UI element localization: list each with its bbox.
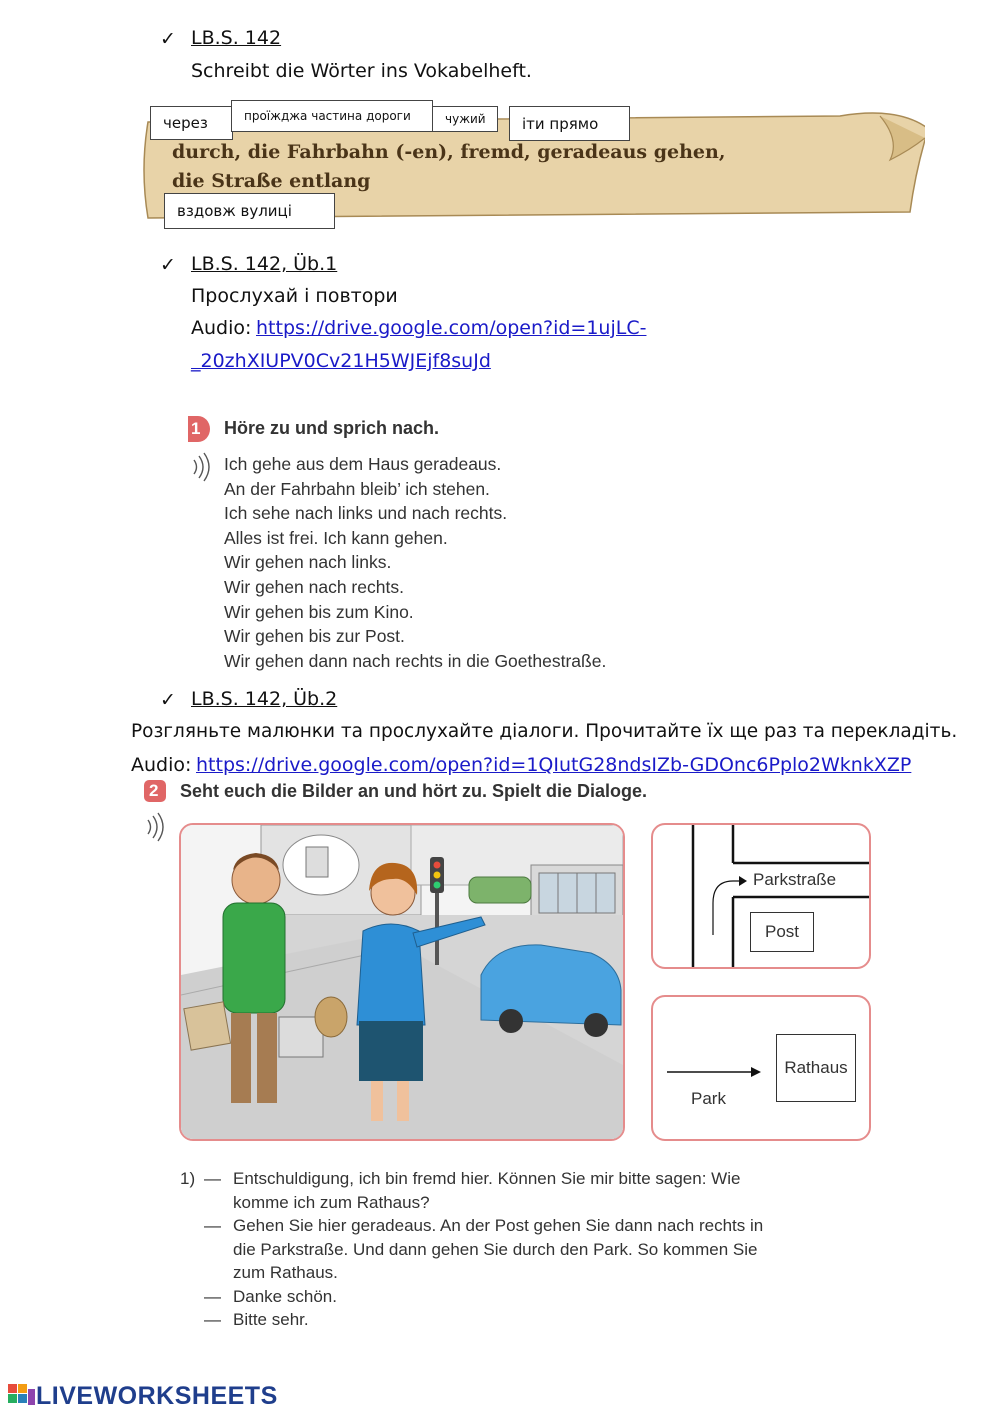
section-heading-2: LB.S. 142, Üb.1 — [191, 253, 338, 275]
footer-brand[interactable] — [8, 1382, 278, 1411]
answer-input-fahrbahn[interactable]: проїжджа частина дороги — [231, 100, 433, 132]
dialog-line: Gehen Sie hier geradeaus. An der Post gehen Sie dann nach rechts in — [233, 1216, 764, 1235]
dialog-dash: — — [204, 1286, 221, 1306]
dialog-dash: — — [204, 1169, 221, 1188]
exercise-1-title: Höre zu und sprich nach. — [224, 418, 440, 438]
poem-line: Wir gehen dann nach rechts in die Goethestraße. — [224, 650, 607, 671]
exercise-2-title: Seht euch die Bilder an und hört zu. Spielt die Dialoge. — [180, 781, 648, 801]
checkmark: ✓ — [160, 28, 176, 50]
map-panel-1 — [651, 823, 871, 969]
audio-link-1-cont[interactable]: _20zhXIUPV0Cv21H5WJEjf8suJd — [191, 350, 491, 372]
brand-name: LIVEWORKSHEETS — [36, 1382, 278, 1410]
instruction-dialogs: Розгляньте малюнки та прослухайте діалоги. Прочитайте їх ще раз та перекладіть. — [131, 721, 958, 742]
answer-input-durch[interactable]: через — [150, 106, 233, 140]
answer-input-entlang[interactable]: вздовж вулиці — [164, 193, 335, 229]
poem-line: An der Fahrbahn bleib’ ich stehen. — [224, 478, 490, 499]
street-label-parkstrasse: Parkstraße — [753, 870, 837, 889]
poem-line: Ich gehe aus dem Haus geradeaus. — [224, 454, 502, 474]
dialog-dash: — — [204, 1216, 221, 1235]
street-illustration — [179, 823, 625, 1141]
audio-label-1: Audio: — [191, 317, 252, 339]
section-heading-1: LB.S. 142 — [191, 27, 282, 49]
dialog-line: komme ich zum Rathaus? — [233, 1192, 430, 1212]
liveworksheets-logo-icon — [8, 1384, 36, 1410]
dialog-line: Entschuldigung, ich bin fremd hier. Können Sie mir bitte sagen: Wie — [233, 1169, 741, 1188]
audio-label-2: Audio: — [131, 754, 192, 776]
poem-line: Alles ist frei. Ich kann gehen. — [224, 527, 448, 548]
instruction-vocab: Schreibt die Wörter ins Vokabelheft. — [191, 60, 532, 82]
checkmark: ✓ — [160, 689, 176, 711]
section-heading-3: LB.S. 142, Üb.2 — [191, 688, 338, 710]
audio-waves-icon — [144, 810, 168, 842]
poem-line: Ich sehe nach links und nach rechts. — [224, 503, 508, 524]
poem-line: Wir gehen nach rechts. — [224, 576, 404, 597]
poem-line: Wir gehen nach links. — [224, 552, 392, 573]
audio-waves-icon — [190, 452, 214, 482]
dialog-line: die Parkstraße. Und dann gehen Sie durch den Park. So kommen Sie — [233, 1239, 758, 1259]
audio-link-1[interactable]: https://drive.google.com/open?id=1ujLC- — [256, 317, 647, 339]
exercise-number: 1 — [191, 419, 201, 438]
dialog-number: 1) — [180, 1169, 196, 1188]
checkmark: ✓ — [160, 254, 176, 276]
map-panel-2 — [651, 995, 871, 1141]
dialog-line: Bitte sehr. — [233, 1310, 309, 1329]
poem-line: Wir gehen bis zum Kino. — [224, 601, 414, 622]
instruction-listen: Прослухай і повтори — [191, 285, 398, 307]
answer-input-fremd[interactable]: чужий — [432, 106, 498, 132]
map-box-rathaus: Rathaus — [776, 1034, 856, 1102]
vocab-line-1: durch, die Fahrbahn (-en), fremd, geradeaus gehen, — [172, 141, 726, 163]
dialog — [180, 1167, 880, 1332]
answer-input-geradeaus[interactable]: іти прямо — [509, 106, 630, 141]
map-box-post: Post — [750, 912, 814, 952]
dialog-line: Danke schön. — [233, 1286, 337, 1306]
street-scene-image — [181, 825, 623, 1139]
dialog-line: zum Rathaus. — [233, 1263, 338, 1282]
poem — [224, 452, 606, 673]
poem-line: Wir gehen bis zur Post. — [224, 626, 405, 647]
map-label-park: Park — [691, 1089, 726, 1108]
exercise-number: 2 — [149, 781, 159, 800]
audio-link-2[interactable]: https://drive.google.com/open?id=1QIutG28ndsIZb-GDOnc6Pplo2WknkXZP — [196, 754, 912, 776]
dialog-dash: — — [204, 1310, 221, 1329]
vocab-line-2: die Straße entlang — [172, 170, 371, 192]
